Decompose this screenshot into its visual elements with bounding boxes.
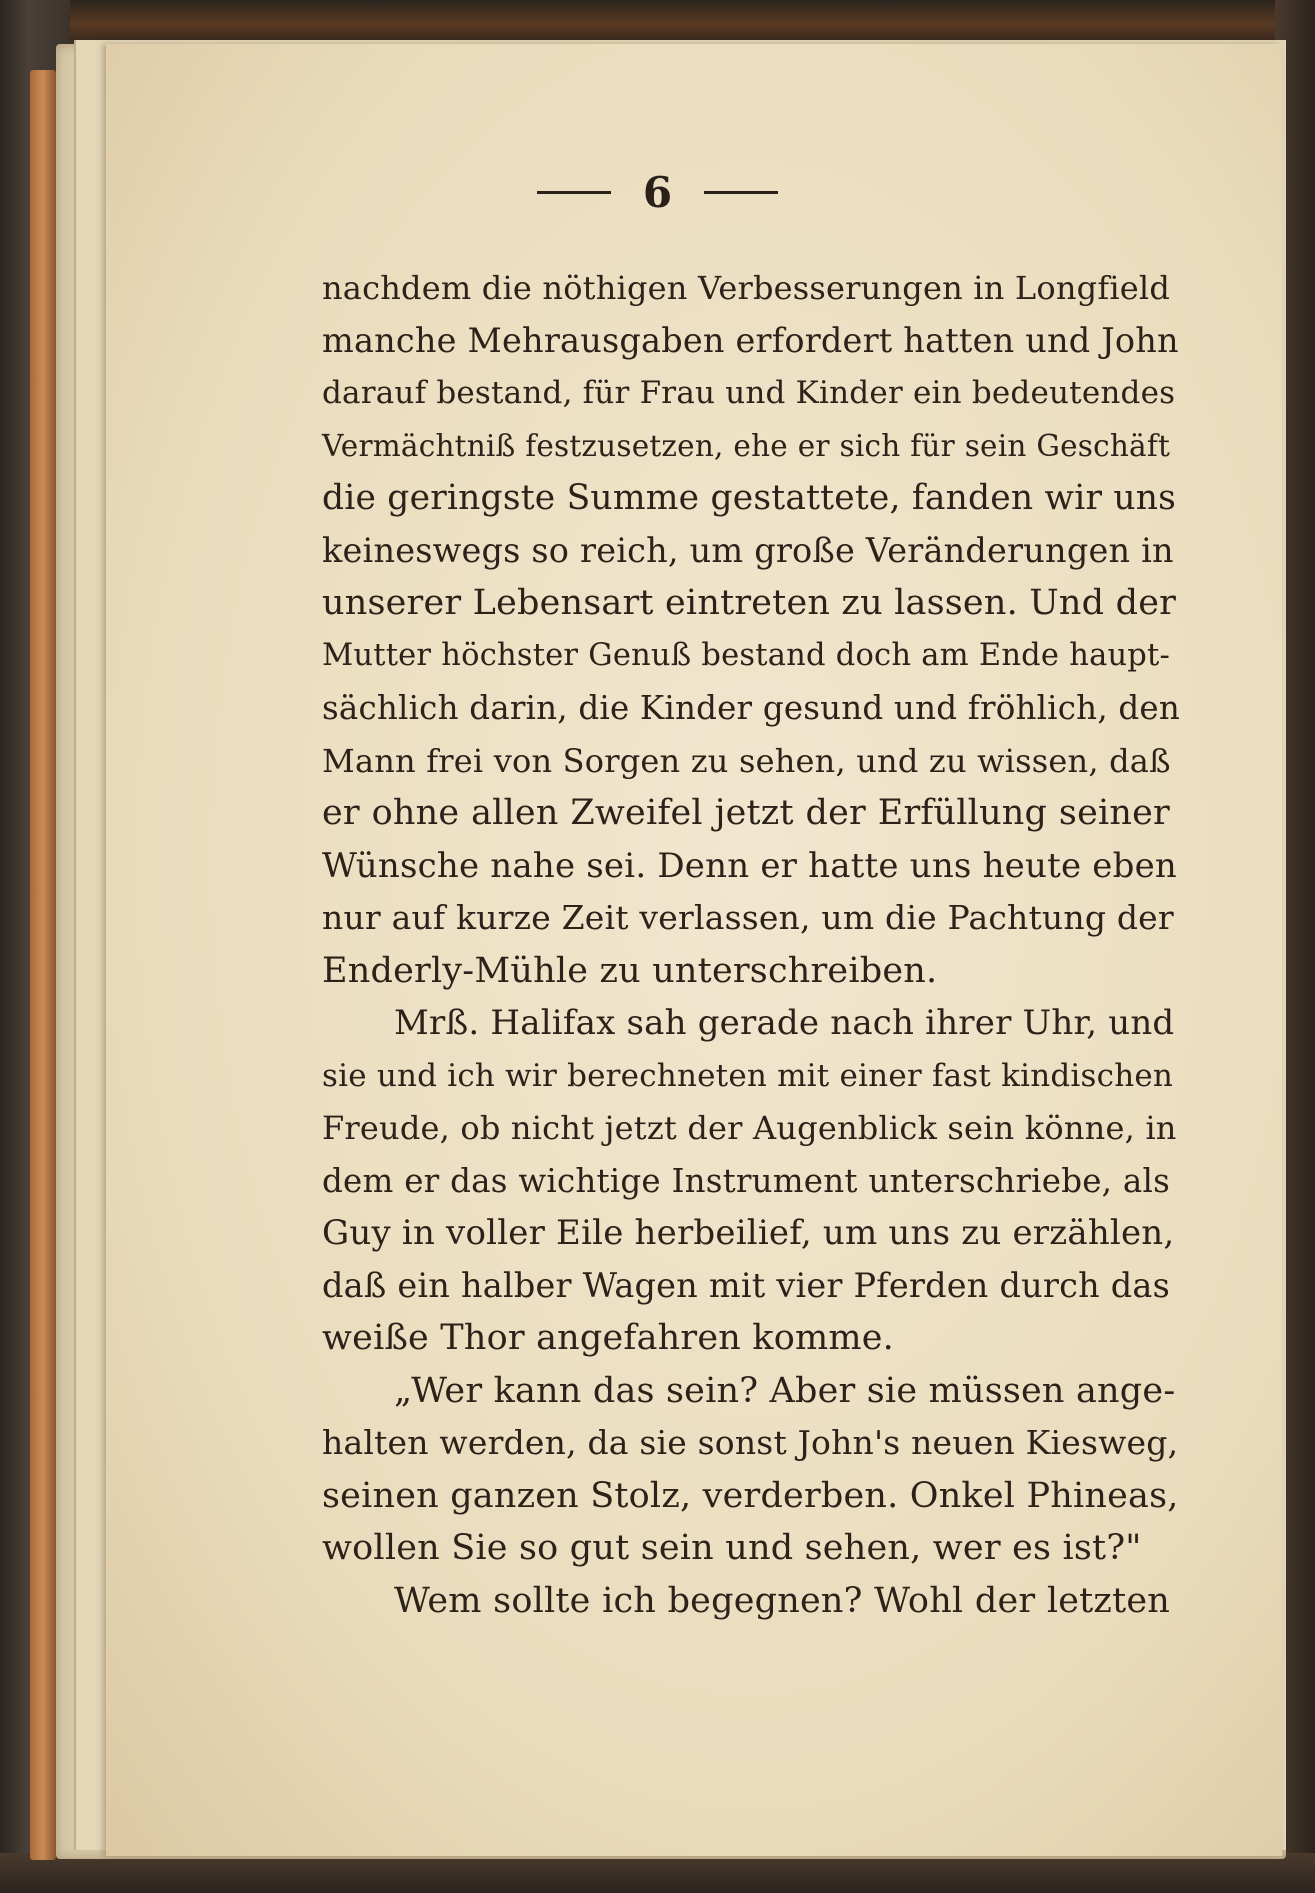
text-line: Guy in voller Eile herbeilief, um uns zu erzählen, xyxy=(322,1213,1175,1253)
text-line: nur auf kurze Zeit verlassen, um die Pachtung der xyxy=(322,898,1174,937)
body-text xyxy=(322,262,1180,1627)
text-line: unserer Lebensart eintreten zu lassen. Und der xyxy=(322,583,1177,623)
text-line: Freude, ob nicht jetzt der Augenblick sein könne, in xyxy=(322,1109,1177,1147)
page-number: 6 xyxy=(642,168,673,217)
text-line: Wem sollte ich begegnen? Wohl der letzten xyxy=(394,1580,1170,1621)
text-line: Vermächtniß festzusetzen, ehe er sich für sein Geschäft xyxy=(322,428,1170,463)
header-rule-right xyxy=(704,191,778,194)
text-line: die geringste Summe gestattete, fanden wir uns xyxy=(322,478,1177,518)
header-rule-left xyxy=(537,191,611,194)
text-line: seinen ganzen Stolz, verderben. Onkel Phineas, xyxy=(322,1475,1179,1516)
book-cover-bottom xyxy=(0,1853,1315,1893)
text-line: wollen Sie so gut sein und sehen, wer es ist?" xyxy=(322,1528,1142,1568)
text-line: Mrß. Halifax sah gerade nach ihrer Uhr, und xyxy=(394,1003,1175,1043)
book-spine-edge xyxy=(30,70,56,1860)
text-line: sächlich darin, die Kinder gesund und fröhlich, den xyxy=(322,689,1180,727)
text-line: keineswegs so reich, um große Veränderungen in xyxy=(322,530,1174,570)
book-cover-top xyxy=(0,0,1315,40)
text-line: darauf bestand, für Frau und Kinder ein bedeutendes xyxy=(322,375,1176,411)
text-line: weiße Thor angefahren komme. xyxy=(322,1318,894,1358)
text-line: dem er das wichtige Instrument unterschriebe, als xyxy=(322,1161,1170,1200)
text-line: er ohne allen Zweifel jetzt der Erfüllung seiner xyxy=(322,793,1170,833)
text-line: daß ein halber Wagen mit vier Pferden durch das xyxy=(322,1265,1170,1305)
text-line: Wünsche nahe sei. Denn er hatte uns heute eben xyxy=(322,845,1177,886)
page-number-header xyxy=(0,168,1315,217)
text-line: Enderly-Mühle zu unterschreiben. xyxy=(322,950,938,991)
text-line: Mutter höchster Genuß bestand doch am Ende haupt- xyxy=(322,637,1170,673)
text-line: Mann frei von Sorgen zu sehen, und zu wissen, daß xyxy=(322,741,1171,780)
text-line: nachdem die nöthigen Verbesserungen in Longfield xyxy=(322,269,1171,307)
text-line: sie und ich wir berechneten mit einer fast kindischen xyxy=(322,1057,1174,1094)
text-line: halten werden, da sie sonst John's neuen Kiesweg, xyxy=(322,1423,1179,1462)
text-line: „Wer kann das sein? Aber sie müssen ange- xyxy=(394,1370,1176,1411)
text-line: manche Mehrausgaben erfordert hatten und John xyxy=(322,320,1179,360)
